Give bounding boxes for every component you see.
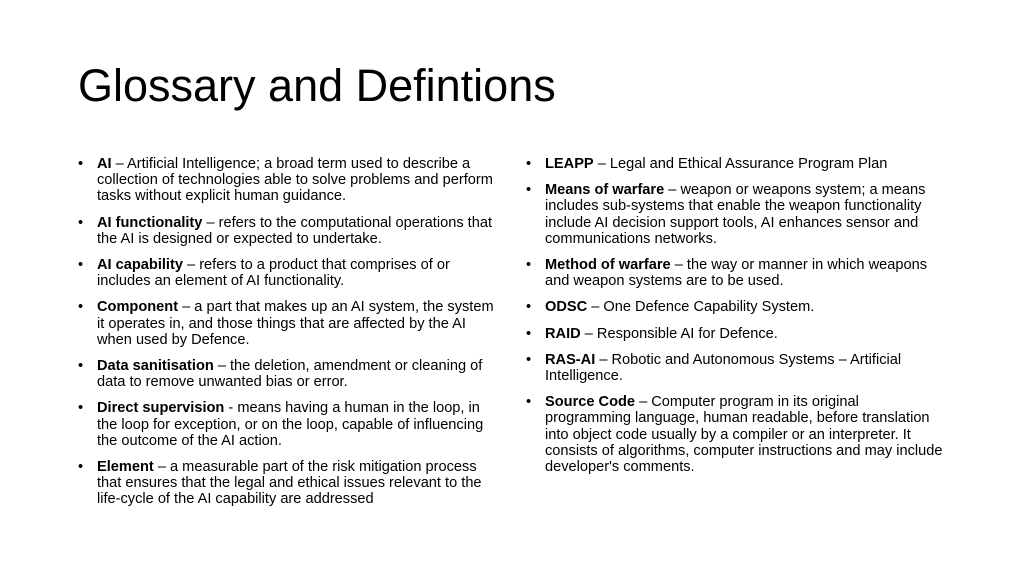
glossary-term: Means of warfare [545,182,665,199]
glossary-definition: – Artificial Intelligence; a broad term used to describe a collection of technologies able to solve problems and perform tasks without explicit human guidance. [97,156,493,205]
glossary-definition: – the way or manner in which weapons and weapon systems are to be used. [545,257,928,290]
glossary-item-means-of-warfare [526,182,946,247]
glossary-term: Direct supervision [97,400,225,417]
glossary-item-source-code [526,394,946,475]
glossary-item-ai-functionality [78,215,498,247]
glossary-item-component [78,299,498,348]
bullet-icon: • [78,299,84,316]
bullet-icon: • [526,299,532,316]
glossary-term: LEAPP [545,156,594,172]
glossary-definition: – weapon or weapons system; a means includes sub-systems that enable the weapon functionality include AI decision support tools, AI enhances sensor and communications networks. [545,182,926,247]
glossary-term: RAID [545,325,581,342]
glossary-item-element [78,459,498,508]
bullet-icon: • [78,400,84,417]
glossary-definition: – a measurable part of the risk mitigation process that ensures that the legal and ethical issues relevant to the life-cycle of the AI capability are addressed [97,459,482,508]
bullet-icon: • [78,257,84,274]
glossary-term: Component [97,299,179,316]
glossary-term: ODSC [545,299,588,316]
glossary-item-method-of-warfare [526,257,946,289]
glossary-definition: – One Defence Capability System. [587,299,815,316]
glossary-definition: – Legal and Ethical Assurance Program Plan [593,156,888,172]
bullet-icon: • [78,358,84,375]
glossary-item-ras-ai [526,352,946,384]
bullet-icon: • [78,459,84,476]
glossary-term: Element [97,459,154,476]
glossary-item-odsc [526,299,946,315]
glossary-item-leapp [526,156,946,172]
bullet-icon: • [526,156,532,172]
glossary-item-ai [78,156,498,205]
bullet-icon: • [78,214,84,231]
glossary-list-right [526,156,946,485]
glossary-definition: - means having a human in the loop, in the loop for exception, or on the loop, capable of influencing the outcome of the AI action. [97,400,484,449]
glossary-definition: – Robotic and Autonomous Systems – Artificial Intelligence. [545,351,902,385]
glossary-term: AI [97,156,112,172]
glossary-term: Method of warfare [545,257,671,274]
glossary-item-ai-capability [78,257,498,289]
glossary-term: AI capability [97,257,183,274]
bullet-icon: • [526,325,532,342]
glossary-definition: – refers to a product that comprises of or includes an element of AI functionality. [97,257,450,290]
glossary-item-direct-supervision [78,400,498,449]
glossary-list-left [78,156,498,518]
glossary-term: RAS-AI [545,351,596,368]
glossary-definition: – Responsible AI for Defence. [580,325,778,342]
glossary-term: Source Code [545,394,636,411]
glossary-definition: – the deletion, amendment or cleaning of data to remove unwanted bias or error. [97,358,483,391]
glossary-definition: – Computer program in its original programming language, human readable, before translation into object code usually by a compiler or an interpreter. It consists of algorithms, computer instructions and may include developer's comments. [545,394,943,476]
glossary-term: AI functionality [97,214,203,231]
glossary-definition: – a part that makes up an AI system, the system it operates in, and those things that are affected by the AI when used by Defence. [97,299,494,348]
slide-title: Glossary and Defintions [78,60,556,111]
glossary-term: Data sanitisation [97,358,214,375]
bullet-icon: • [78,156,84,172]
bullet-icon: • [526,351,532,368]
glossary-item-data-sanitisation [78,358,498,390]
glossary-item-raid [526,326,946,342]
bullet-icon: • [526,394,532,411]
glossary-definition: – refers to the computational operations that the AI is designed or expected to undertake. [97,214,493,247]
bullet-icon: • [526,257,532,274]
bullet-icon: • [526,182,532,199]
